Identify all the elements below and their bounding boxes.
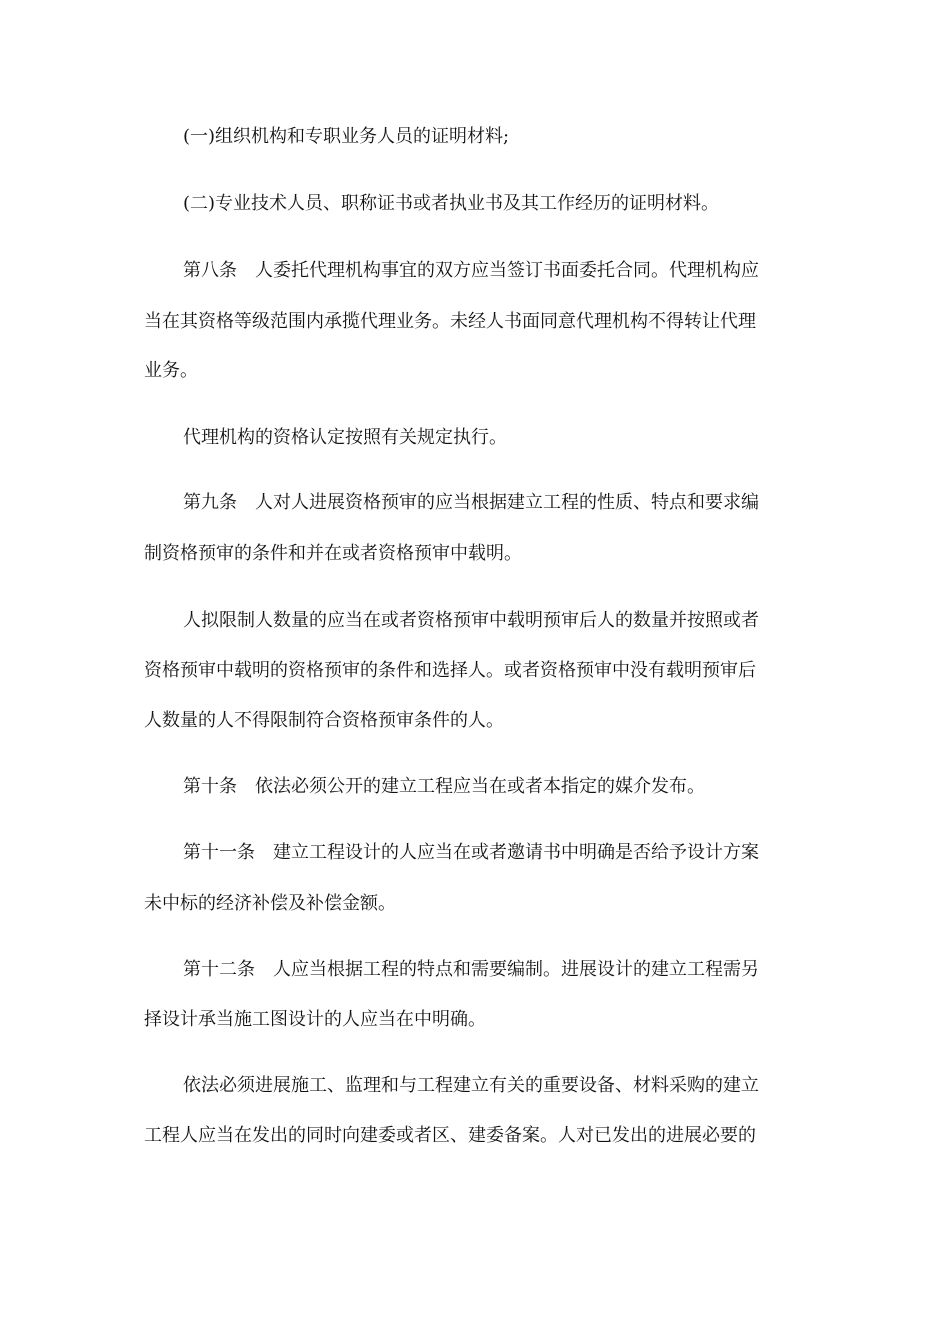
text-line: 业务。 [144,360,198,381]
text-line: (二)专业技术人员、职称证书或者执业书及其工作经历的证明材料。 [183,193,720,214]
article-9-line: 第九条 人对人进展资格预审的应当根据建立工程的性质、特点和要求编 [183,492,759,513]
article-8-line: 第八条 人委托代理机构事宜的双方应当签订书面委托合同。代理机构应 [183,260,759,281]
text-line: 择设计承当施工图设计的人应当在中明确。 [144,1009,486,1030]
text-line: 工程人应当在发出的同时向建委或者区、建委备案。人对已发出的进展必要的 [144,1125,756,1146]
text-line: 资格预审中载明的资格预审的条件和选择人。或者资格预审中没有载明预审后 [144,660,756,681]
text-line: 当在其资格等级范围内承揽代理业务。未经人书面同意代理机构不得转让代理 [144,311,756,332]
text-line: 人拟限制人数量的应当在或者资格预审中载明预审后人的数量并按照或者 [183,610,759,631]
article-10-line: 第十条 依法必须公开的建立工程应当在或者本指定的媒介发布。 [183,776,705,797]
text-line: 人数量的人不得限制符合资格预审条件的人。 [144,710,504,731]
text-line: 代理机构的资格认定按照有关规定执行。 [183,427,507,448]
text-line: 依法必须进展施工、监理和与工程建立有关的重要设备、材料采购的建立 [183,1075,759,1096]
article-11-line: 第十一条 建立工程设计的人应当在或者邀请书中明确是否给予设计方案 [183,842,759,863]
text-line: 未中标的经济补偿及补偿金额。 [144,893,396,914]
article-12-line: 第十二条 人应当根据工程的特点和需要编制。进展设计的建立工程需另 [183,959,759,980]
text-line: (一)组织机构和专职业务人员的证明材料; [183,126,510,147]
text-line: 制资格预审的条件和并在或者资格预审中载明。 [144,543,522,564]
